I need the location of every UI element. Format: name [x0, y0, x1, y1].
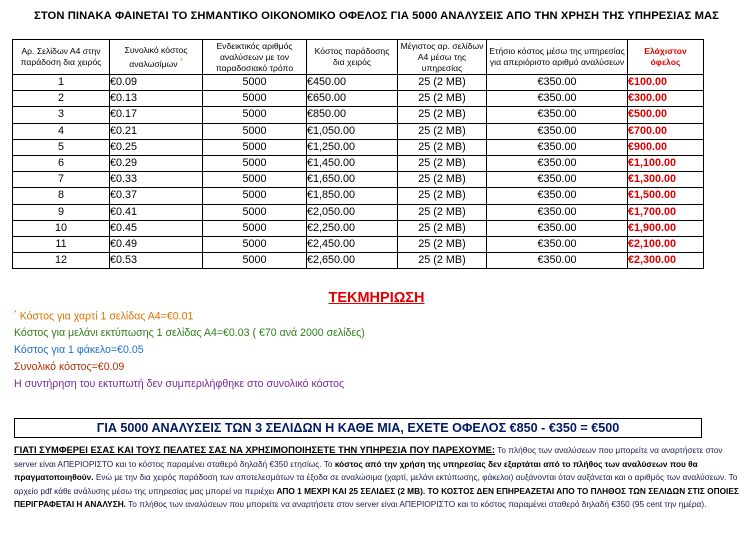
cell-hand-delivery-cost: €650.00 — [307, 91, 398, 107]
table-row — [13, 75, 704, 91]
cell-consumables-cost: €0.45 — [110, 220, 203, 236]
cell-max-pages: 25 (2 MB) — [398, 155, 487, 171]
cell-annual-cost: €350.00 — [487, 220, 628, 236]
cell-hand-delivery-cost: €1,050.00 — [307, 123, 398, 139]
cell-consumables-cost: €0.41 — [110, 204, 203, 220]
cell-annual-cost: €350.00 — [487, 107, 628, 123]
cell-hand-delivery-cost: €2,250.00 — [307, 220, 398, 236]
table-row — [13, 204, 704, 220]
table-row — [13, 253, 704, 269]
header-analyses-count: Ενδεικτικός αριθμός αναλύσεων με τον παραδοσιακό τρόπο — [203, 40, 307, 75]
cell-analyses-count: 5000 — [203, 75, 307, 91]
cell-hand-delivery-cost: €450.00 — [307, 75, 398, 91]
table-row — [13, 107, 704, 123]
cell-consumables-cost: €0.53 — [110, 253, 203, 269]
justification-heading: ΤΕΚΜΗΡΙΩΣΗ — [328, 290, 425, 306]
cell-analyses-count: 5000 — [203, 139, 307, 155]
paper-cost-note: * Κόστος για χαρτί 1 σελίδας Α4=€0.01 — [14, 310, 194, 323]
cell-annual-cost: €350.00 — [487, 75, 628, 91]
cell-analyses-count: 5000 — [203, 188, 307, 204]
cell-minimum-benefit: €1,100.00 — [628, 155, 704, 171]
cell-annual-cost: €350.00 — [487, 91, 628, 107]
cell-minimum-benefit: €100.00 — [628, 75, 704, 91]
cell-hand-delivery-cost: €2,450.00 — [307, 236, 398, 252]
paragraph-lead: ΓΙΑΤΙ ΣΥΜΦΕΡΕΙ ΕΣΑΣ ΚΑΙ ΤΟΥΣ ΠΕΛΑΤΕΣ ΣΑΣ ΝΑ ΧΡΗΣΙΜΟΠΟΙΗΣΕΤΕ ΤΗΝ ΥΠΗΡΕΣΙΑ ΠΟΥ ΠΑΡΕΧΟΥΜΕ: — [14, 444, 496, 455]
cell-annual-cost: €350.00 — [487, 139, 628, 155]
cell-minimum-benefit: €700.00 — [628, 123, 704, 139]
cost-comparison-table — [12, 39, 704, 269]
cell-hand-delivery-cost: €2,050.00 — [307, 204, 398, 220]
cell-minimum-benefit: €1,900.00 — [628, 220, 704, 236]
cell-max-pages: 25 (2 MB) — [398, 139, 487, 155]
cell-max-pages: 25 (2 MB) — [398, 91, 487, 107]
cell-analyses-count: 5000 — [203, 204, 307, 220]
cell-hand-delivery-cost: €1,250.00 — [307, 139, 398, 155]
cell-annual-cost: €350.00 — [487, 123, 628, 139]
header-annual-cost: Ετήσιο κόστος μέσω της υπηρεσίας για απεριόριστο αριθμό αναλύσεων — [487, 40, 628, 75]
cell-hand-delivery-cost: €850.00 — [307, 107, 398, 123]
cell-max-pages: 25 (2 MB) — [398, 107, 487, 123]
table-row — [13, 123, 704, 139]
explanation-paragraph: ΓΙΑΤΙ ΣΥΜΦΕΡΕΙ ΕΣΑΣ ΚΑΙ ΤΟΥΣ ΠΕΛΑΤΕΣ ΣΑΣ ΝΑ ΧΡΗΣΙΜΟΠΟΙΗΣΕΤΕ ΤΗΝ ΥΠΗΡΕΣΙΑ ΠΟΥ ΠΑΡΕΧΟΥΜΕ: Το πλήθος των αναλύσεων που μπορείτε να αναρτήσετε στον server είναι ΑΠΕΡΙΟΡΙΣΤΟ και το κόστος παραμένει σταθερό δηλαδή €350 ετησίως. Το κόστος από την χρήση της υπηρεσίας δεν εξαρτάται από το πλήθος των αναλύσεων που θα πραγματοποιηθούν. Ενώ με την δια χειρός παράδοση των αποτελεσμάτων τα έξοδα σε αναλώσιμα (χαρτί, μελάνι εκτύπωσης, φάκελοι) αυξάνονται όταν αυξάνεται και ο αριθμός των αναλύσεων. Το αρχείο pdf κάθε ανάλυσης μέσω της υπηρεσίας μας μπορεί να περιέχει ΑΠΟ 1 ΜΕΧΡΙ ΚΑΙ 25 ΣΕΛΙΔΕΣ (2 MB). ΤΟ ΚΟΣΤΟΣ ΔΕΝ ΕΠΗΡΕΑΖΕΤΑΙ ΑΠΟ ΤΟ ΠΛΗΘΟΣ ΤΩΝ ΣΕΛΙΔΩΝ ΣΤΙΣ ΟΠΟΙΕΣ ΠΕΡΙΓΡΑΦΕΤΑΙ Η ΑΝΑΛΥΣΗ. Το πλήθος των αναλύσεων που μπορείτε να αναρτήσετε στον server είναι ΑΠΕΡΙΟΡΙΣΤΟ και το κόστος παραμένει σταθερό δηλαδή €350 (95 cent την ημέρα). — [14, 444, 739, 510]
cell-consumables-cost: €0.17 — [110, 107, 203, 123]
cell-annual-cost: €350.00 — [487, 155, 628, 171]
cell-annual-cost: €350.00 — [487, 253, 628, 269]
cell-hand-delivery-cost: €1,450.00 — [307, 155, 398, 171]
cell-max-pages: 25 (2 MB) — [398, 188, 487, 204]
table-row — [13, 188, 704, 204]
cell-consumables-cost: €0.25 — [110, 139, 203, 155]
cell-consumables-cost: €0.09 — [110, 75, 203, 91]
cell-consumables-cost: €0.49 — [110, 236, 203, 252]
cell-max-pages: 25 (2 MB) — [398, 172, 487, 188]
cell-consumables-cost: €0.33 — [110, 172, 203, 188]
cell-minimum-benefit: €300.00 — [628, 91, 704, 107]
cell-annual-cost: €350.00 — [487, 236, 628, 252]
ink-cost-note: Κόστος για μελάνι εκτύπωσης 1 σελίδας Α4=€0.03 ( €70 ανά 2000 σελίδες) — [14, 327, 365, 339]
header-minimum-benefit: Ελάχιστον όφελος — [628, 40, 704, 75]
cell-analyses-count: 5000 — [203, 91, 307, 107]
cell-minimum-benefit: €2,100.00 — [628, 236, 704, 252]
cell-pages: 9 — [13, 204, 110, 220]
table-row — [13, 172, 704, 188]
cell-hand-delivery-cost: €2,650.00 — [307, 253, 398, 269]
table-row — [13, 236, 704, 252]
table-header-row — [13, 40, 704, 75]
cell-pages: 8 — [13, 188, 110, 204]
cell-minimum-benefit: €900.00 — [628, 139, 704, 155]
table-row — [13, 155, 704, 171]
header-hand-delivery-cost: Κόστος παράδοσης δια χειρός — [307, 40, 398, 75]
cell-pages: 6 — [13, 155, 110, 171]
cell-annual-cost: €350.00 — [487, 172, 628, 188]
cell-pages: 10 — [13, 220, 110, 236]
cell-max-pages: 25 (2 MB) — [398, 236, 487, 252]
table-row — [13, 220, 704, 236]
cell-analyses-count: 5000 — [203, 253, 307, 269]
cell-pages: 1 — [13, 75, 110, 91]
table-row — [13, 139, 704, 155]
cell-consumables-cost: €0.21 — [110, 123, 203, 139]
maintenance-note: Η συντήρηση του εκτυπωτή δεν συμπεριλήφθηκε στο συνολικό κόστος — [14, 378, 345, 390]
header-max-pages: Μέγιστος αρ. σελίδων Α4 μέσω της υπηρεσίας — [398, 40, 487, 75]
cell-consumables-cost: €0.37 — [110, 188, 203, 204]
cell-analyses-count: 5000 — [203, 236, 307, 252]
cell-max-pages: 25 (2 MB) — [398, 75, 487, 91]
cell-minimum-benefit: €500.00 — [628, 107, 704, 123]
cell-max-pages: 25 (2 MB) — [398, 253, 487, 269]
total-cost-note: Συνολικό κόστος=€0.09 — [14, 361, 125, 373]
cell-minimum-benefit: €2,300.00 — [628, 253, 704, 269]
cell-analyses-count: 5000 — [203, 172, 307, 188]
cell-max-pages: 25 (2 MB) — [398, 204, 487, 220]
cell-pages: 11 — [13, 236, 110, 252]
cell-analyses-count: 5000 — [203, 123, 307, 139]
cell-consumables-cost: €0.29 — [110, 155, 203, 171]
cell-analyses-count: 5000 — [203, 155, 307, 171]
page-title: ΣΤΟΝ ΠΙΝΑΚΑ ΦΑΙΝΕΤΑΙ ΤΟ ΣΗΜΑΝΤΙΚΟ ΟΙΚΟΝΟΜΙΚΟ ΟΦΕΛΟΣ ΓΙΑ 5000 ΑΝΑΛΥΣΕΙΣ ΑΠΟ ΤΗΝ ΧΡΗΣΗ ΤΗΣ ΥΠΗΡΕΣΙΑΣ ΜΑΣ — [34, 10, 719, 22]
cell-max-pages: 25 (2 MB) — [398, 220, 487, 236]
cell-pages: 5 — [13, 139, 110, 155]
cell-minimum-benefit: €1,300.00 — [628, 172, 704, 188]
envelope-cost-note: Κόστος για 1 φάκελο=€0.05 — [14, 344, 144, 356]
cell-pages: 2 — [13, 91, 110, 107]
table-row — [13, 91, 704, 107]
cell-consumables-cost: €0.13 — [110, 91, 203, 107]
cell-pages: 4 — [13, 123, 110, 139]
cell-max-pages: 25 (2 MB) — [398, 123, 487, 139]
cell-annual-cost: €350.00 — [487, 188, 628, 204]
header-pages: Αρ. Σελίδων Α4 στην παράδοση δια χειρός — [13, 40, 110, 75]
header-consumables-cost: Συνολικό κόστος αναλωσίμων * — [110, 40, 203, 75]
cell-minimum-benefit: €1,500.00 — [628, 188, 704, 204]
cell-analyses-count: 5000 — [203, 107, 307, 123]
cell-analyses-count: 5000 — [203, 220, 307, 236]
cell-minimum-benefit: €1,700.00 — [628, 204, 704, 220]
cell-pages: 7 — [13, 172, 110, 188]
cell-annual-cost: €350.00 — [487, 204, 628, 220]
cell-pages: 3 — [13, 107, 110, 123]
cell-hand-delivery-cost: €1,650.00 — [307, 172, 398, 188]
cell-hand-delivery-cost: €1,850.00 — [307, 188, 398, 204]
benefit-banner: ΓΙΑ 5000 ΑΝΑΛΥΣΕΙΣ ΤΩΝ 3 ΣΕΛΙΔΩΝ Η ΚΑΘΕ ΜΙΑ, ΕΧΕΤΕ ΟΦΕΛΟΣ €850 - €350 = €500 — [14, 418, 702, 438]
cell-pages: 12 — [13, 253, 110, 269]
